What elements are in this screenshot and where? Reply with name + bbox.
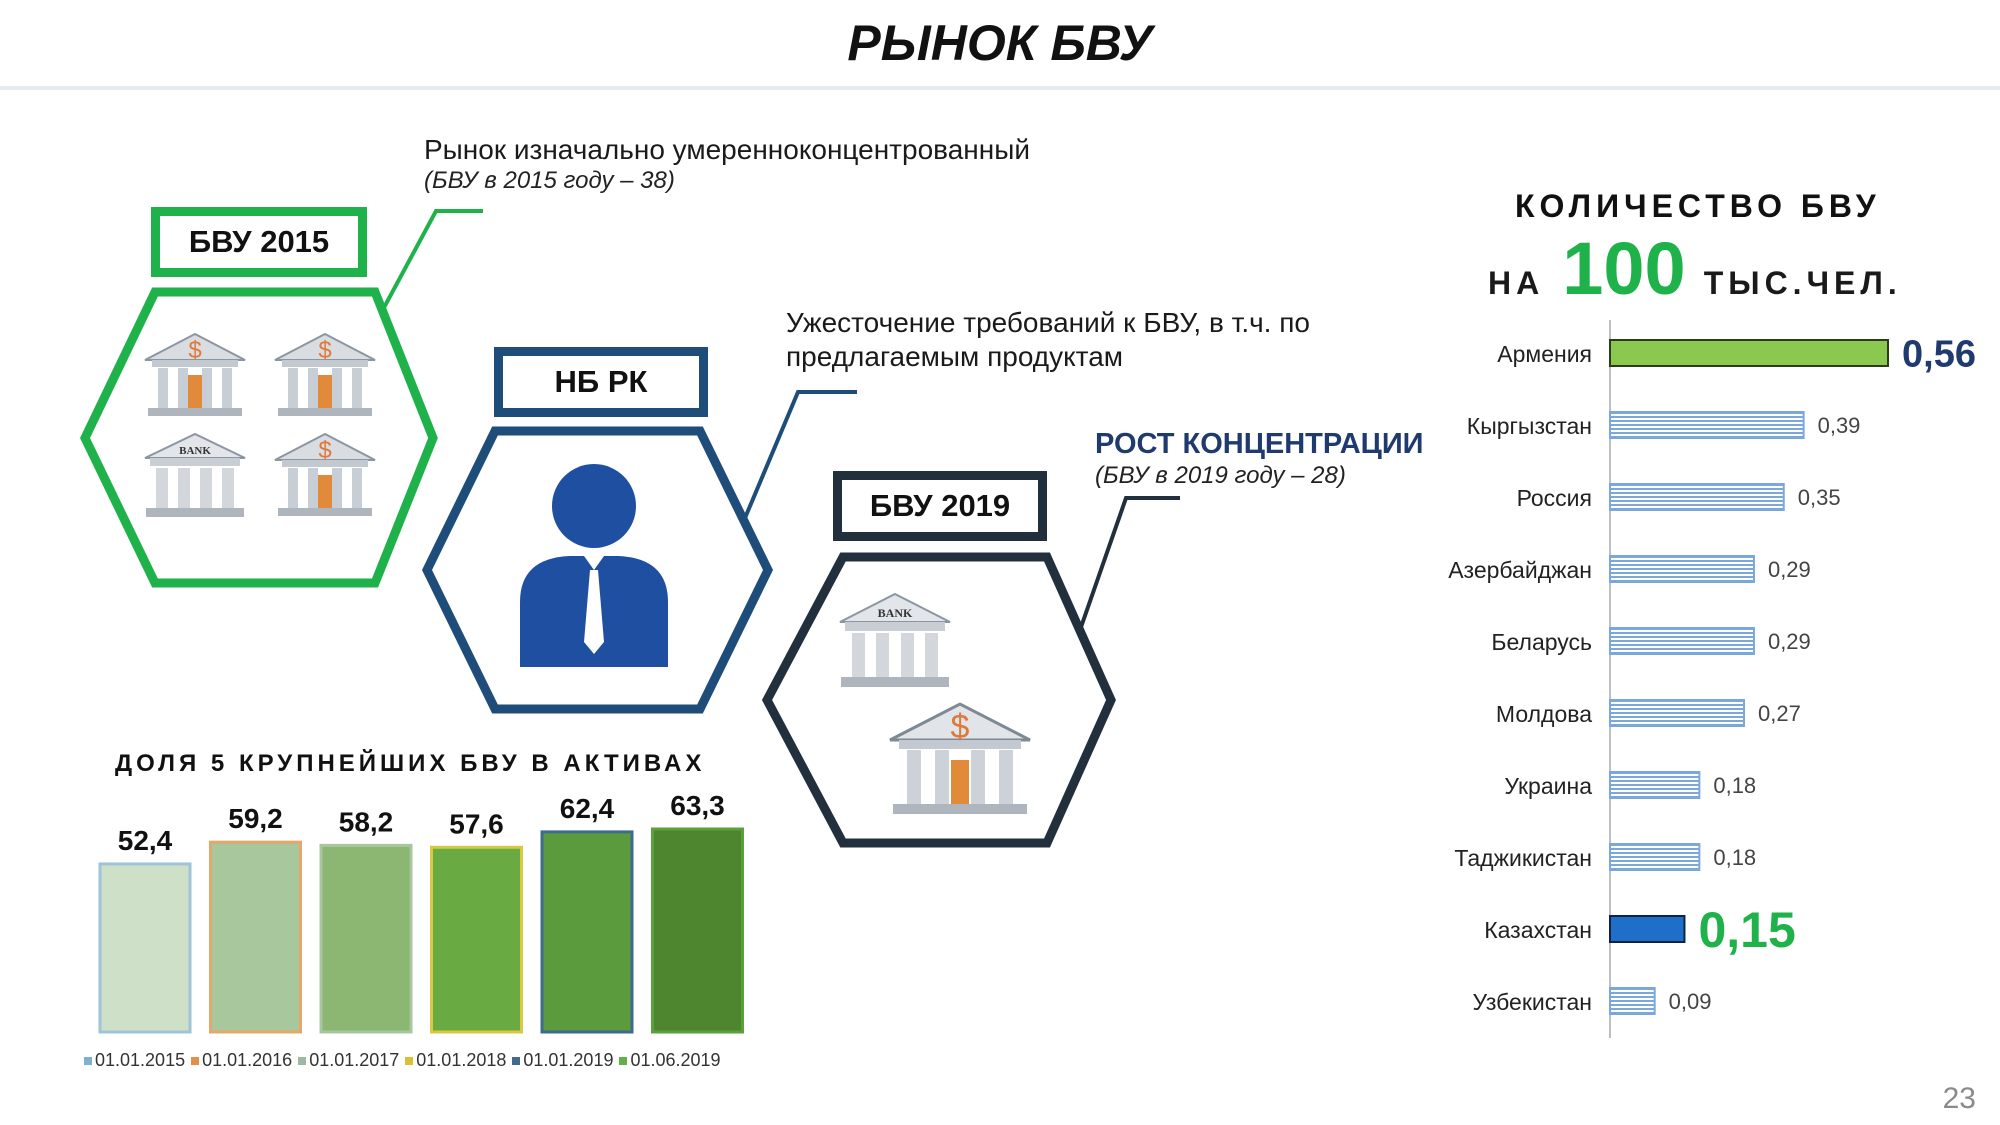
legend-label: 01.06.2019 — [630, 1050, 721, 1070]
category-label: Армения — [1497, 341, 1592, 367]
legend-swatch — [512, 1057, 520, 1065]
bar-Молдова — [1610, 700, 1744, 726]
category-label: Украина — [1504, 773, 1592, 799]
bar-value-label: 59,2 — [228, 803, 283, 835]
note-nbrk-line1: Ужесточение требований к БВУ, в т.ч. по — [786, 307, 1310, 338]
bar-value-label: 52,4 — [117, 824, 173, 856]
note-2015-sub: (БВУ в 2015 году – 38) — [424, 167, 675, 194]
box-nbrk: НБ РК — [494, 347, 708, 417]
legend-item — [619, 1050, 720, 1071]
heading-suffix: ТЫС.ЧЕЛ. — [1703, 265, 1902, 301]
legend-item — [191, 1050, 292, 1071]
legend-swatch — [619, 1057, 627, 1065]
note-2019-sub: (БВУ в 2019 году – 28) — [1095, 462, 1346, 489]
bank-dollar-icon — [140, 330, 250, 420]
bar-value-label: 0,29 — [1767, 557, 1811, 582]
bar-value-label: 62,4 — [559, 792, 615, 824]
category-label: Беларусь — [1491, 629, 1592, 655]
bar-01.01.2016 — [211, 842, 301, 1032]
legend-label: 01.01.2015 — [95, 1050, 186, 1070]
person-icon — [512, 462, 682, 672]
svg-text:$: $ — [318, 437, 332, 464]
bar-Беларусь — [1610, 628, 1754, 654]
bar-Узбекистан — [1610, 988, 1655, 1014]
legend-swatch — [405, 1057, 413, 1065]
bar-01.01.2018 — [432, 847, 522, 1032]
legend-item — [298, 1050, 399, 1071]
svg-text:BANK: BANK — [179, 445, 211, 457]
chart-legend — [84, 1050, 721, 1071]
legend-label: 01.01.2019 — [523, 1050, 614, 1070]
bar-value-label: 0,39 — [1817, 413, 1861, 438]
legend-item — [405, 1050, 506, 1071]
bar-01.01.2019 — [542, 832, 632, 1032]
bar-Кыргызстан — [1610, 412, 1804, 438]
bar-01.01.2015 — [100, 864, 190, 1032]
legend-label: 01.01.2017 — [309, 1050, 400, 1070]
note-2019-text: РОСТ КОНЦЕНТРАЦИИ — [1095, 428, 1424, 460]
svg-text:$: $ — [950, 708, 970, 746]
bar-Россия — [1610, 484, 1784, 510]
connector-2015 — [380, 211, 483, 315]
category-label: Кыргызстан — [1466, 413, 1592, 439]
svg-text:BANK: BANK — [877, 606, 913, 620]
page-title: РЫНОК БВУ — [847, 15, 1153, 71]
bar-value-label: 0,56 — [1902, 333, 1976, 376]
page-number: 23 — [1942, 1082, 1976, 1115]
hexagon-2015 — [85, 292, 433, 583]
legend-label: 01.01.2016 — [202, 1050, 293, 1070]
bar-value-label: 0,18 — [1713, 845, 1757, 870]
bar-Азербайджан — [1610, 556, 1754, 582]
category-label: Узбекистан — [1472, 989, 1592, 1015]
legend-swatch — [191, 1057, 199, 1065]
connector-2019 — [1080, 498, 1180, 630]
legend-swatch — [84, 1057, 92, 1065]
heading-number: 100 — [1562, 227, 1686, 310]
bar-Таджикистан — [1610, 844, 1699, 870]
share-bar-chart — [80, 780, 760, 1040]
box-bvu-2015: БВУ 2015 — [151, 207, 367, 277]
bar-01.01.2017 — [321, 845, 411, 1032]
svg-text:$: $ — [188, 337, 202, 364]
bar-value-label: 57,6 — [449, 808, 504, 840]
note-2015-text: Рынок изначально умеренноконцентрованный — [424, 134, 1030, 165]
heading-prefix: НА — [1488, 265, 1545, 301]
bank-building-icon — [835, 590, 955, 690]
bar-Казахстан — [1610, 916, 1684, 942]
category-label: Казахстан — [1484, 917, 1592, 943]
bar-value-label: 0,15 — [1698, 902, 1796, 958]
bar-value-label: 0,35 — [1797, 485, 1841, 510]
right-heading-line2 — [1488, 226, 1902, 311]
legend-label: 01.01.2018 — [416, 1050, 507, 1070]
legend-item — [512, 1050, 613, 1071]
legend-swatch — [298, 1057, 306, 1065]
svg-text:$: $ — [318, 337, 332, 364]
bank-dollar-icon — [885, 700, 1035, 820]
category-label: Таджикистан — [1454, 845, 1592, 871]
bar-value-label: 0,27 — [1758, 701, 1801, 726]
category-label: Молдова — [1495, 701, 1592, 727]
bar-value-label: 0,18 — [1713, 773, 1757, 798]
banks-per-100k-chart — [1380, 320, 2000, 1050]
bar-Украина — [1610, 772, 1699, 798]
category-label: Азербайджан — [1448, 557, 1592, 583]
bank-building-icon — [140, 430, 250, 520]
bar-01.06.2019 — [653, 829, 743, 1032]
chart-share-title: ДОЛЯ 5 КРУПНЕЙШИХ БВУ В АКТИВАХ — [115, 750, 706, 777]
bank-dollar-icon — [270, 430, 380, 520]
bar-Армения — [1610, 340, 1888, 366]
right-heading-line1: КОЛИЧЕСТВО БВУ — [1515, 188, 1881, 224]
box-bvu-2019: БВУ 2019 — [833, 471, 1047, 541]
note-nbrk-line2: предлагаемым продуктам — [786, 341, 1124, 372]
category-label: Россия — [1516, 485, 1592, 511]
bar-value-label: 58,2 — [338, 806, 394, 838]
bank-dollar-icon — [270, 330, 380, 420]
bar-value-label: 63,3 — [670, 790, 725, 821]
bar-value-label: 0,29 — [1767, 629, 1811, 654]
legend-item — [84, 1050, 185, 1071]
bar-value-label: 0,09 — [1668, 989, 1712, 1014]
